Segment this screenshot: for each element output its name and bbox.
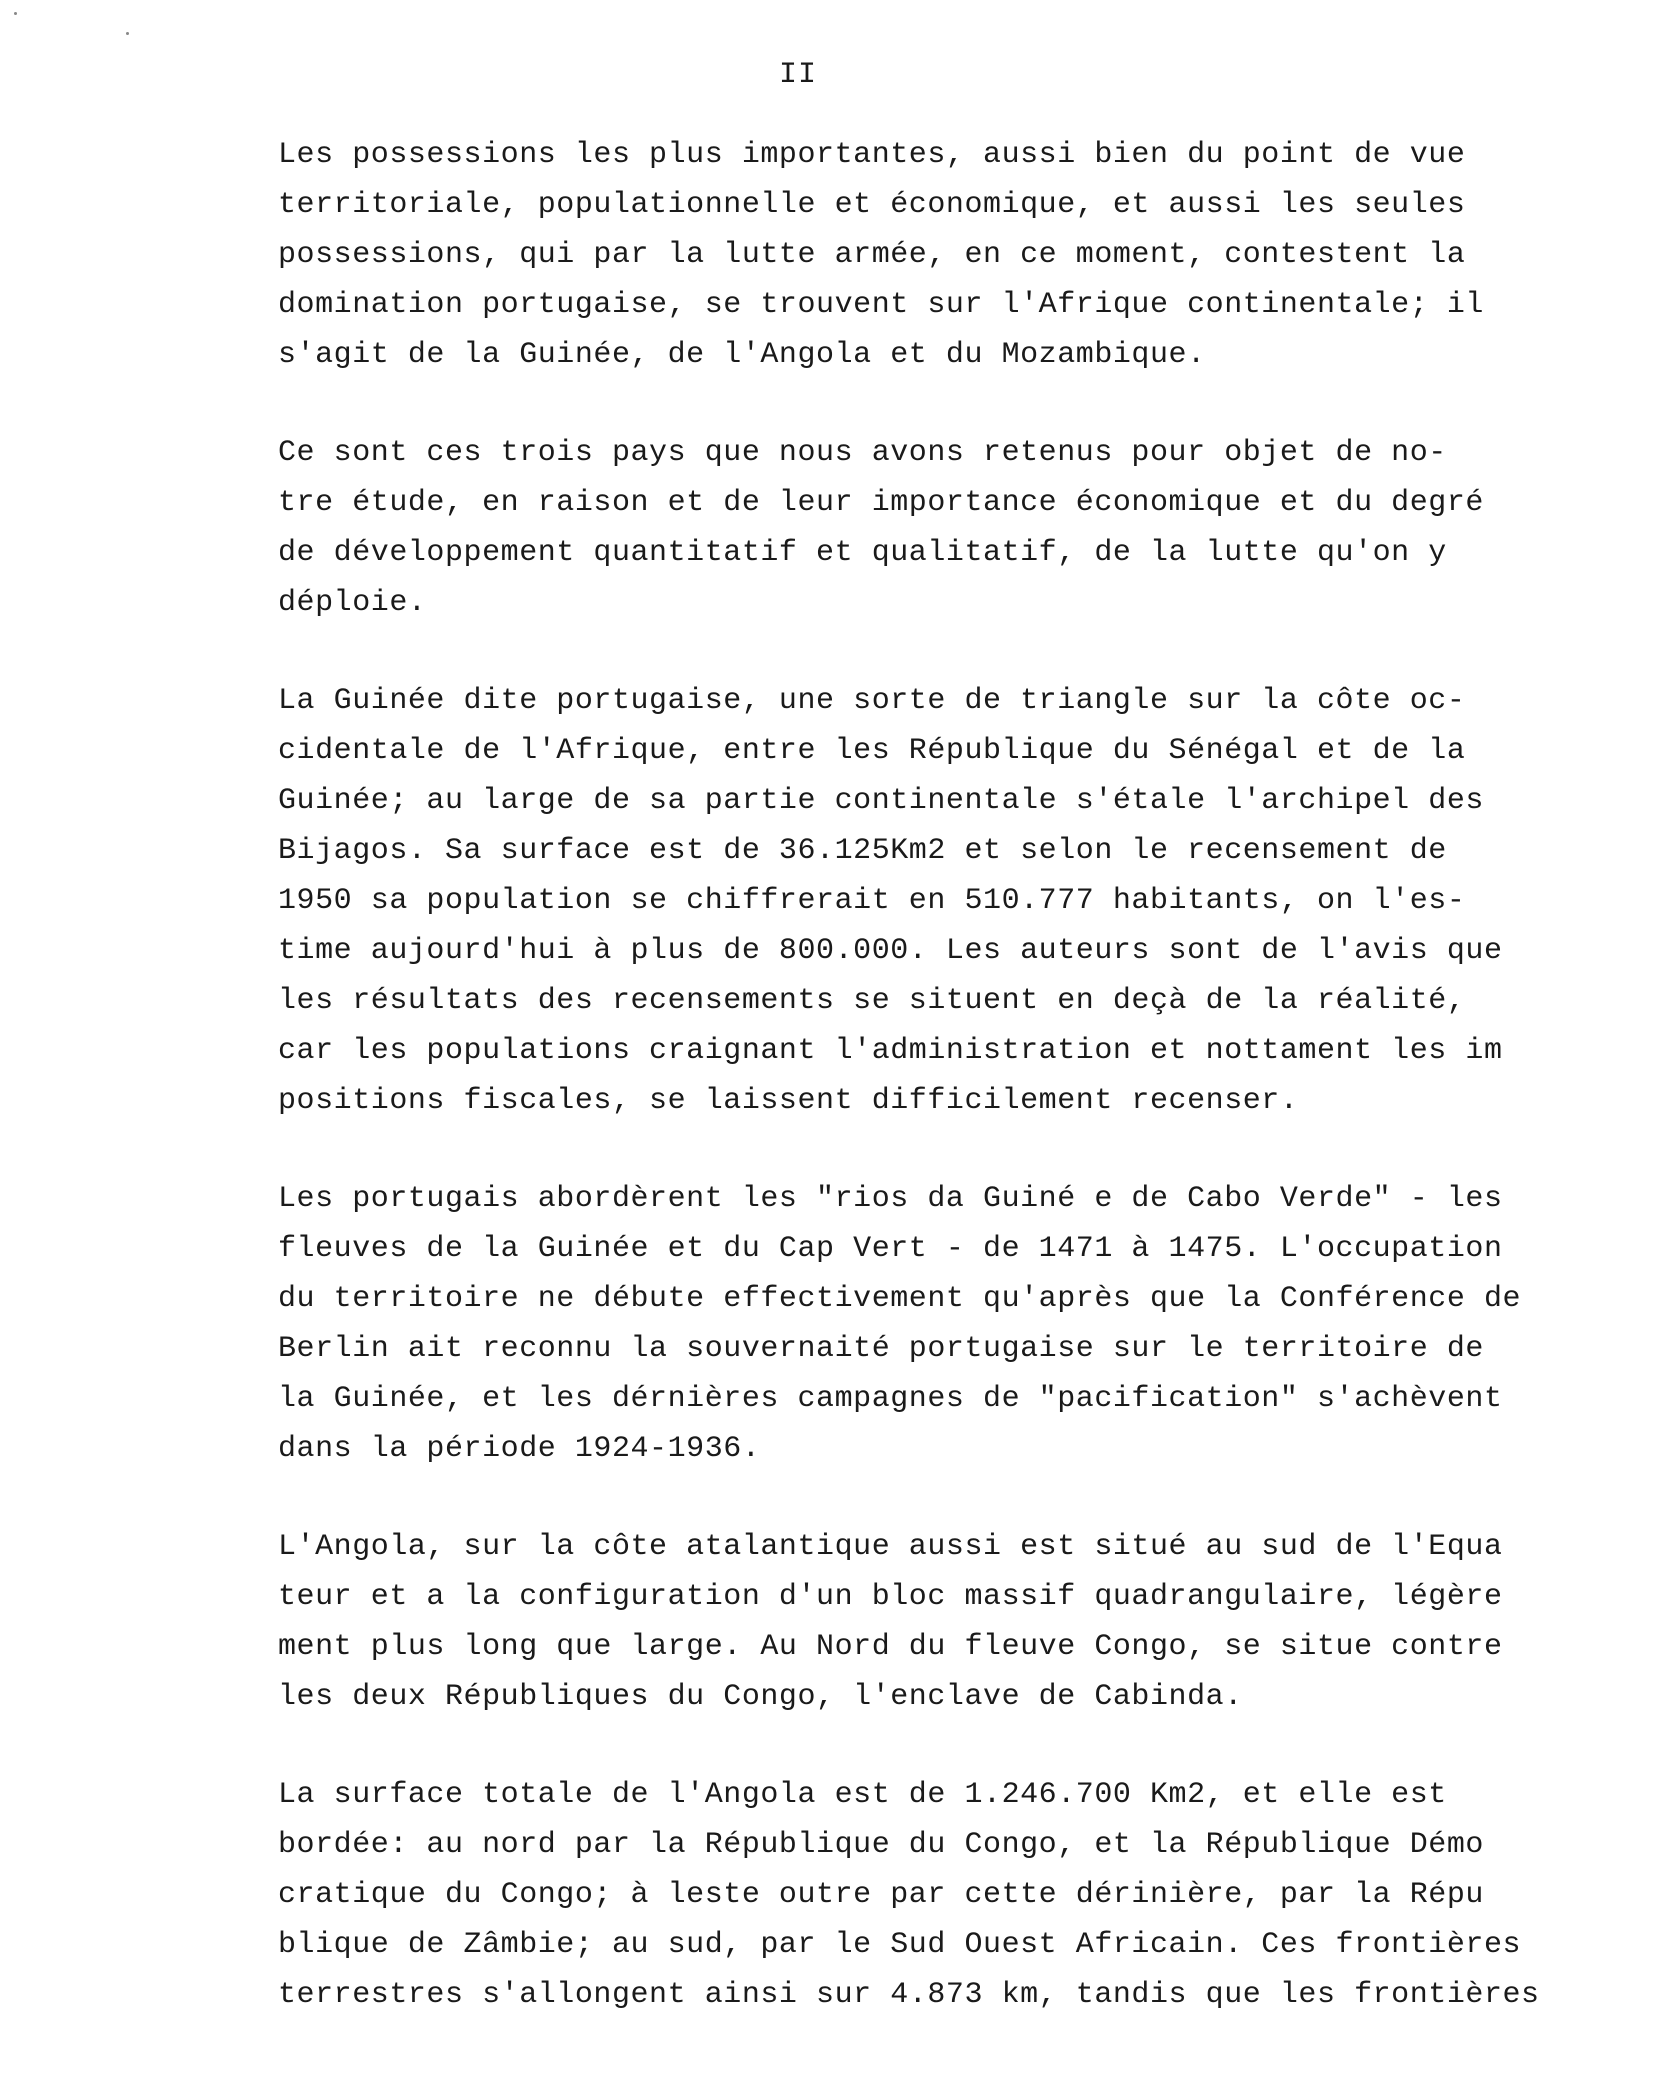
text-line: la Guinée, et les dérnières campagnes de "pacification" s'achèvent	[278, 1382, 1503, 1416]
text-line: terrestres s'allongent ainsi sur 4.873 km, tandis que les frontières	[278, 1978, 1540, 2012]
text-line: L'Angola, sur la côte atalantique aussi est situé au sud de l'Equa	[278, 1530, 1503, 1564]
text-line: cidentale de l'Afrique, entre les République du Sénégal et de la	[278, 734, 1466, 768]
text-line: déploie.	[278, 586, 427, 620]
paper-speck	[126, 32, 129, 35]
text-line: fleuves de la Guinée et du Cap Vert - de 1471 à 1475. L'occupation	[278, 1232, 1503, 1266]
text-line: du territoire ne débute effectivement qu'après que la Conférence de	[278, 1282, 1522, 1316]
text-line: positions fiscales, se laissent difficilement recenser.	[278, 1084, 1299, 1118]
text-line: blique de Zâmbie; au sud, par le Sud Ouest Africain. Ces frontières	[278, 1928, 1522, 1962]
paragraph-possessions	[278, 130, 1638, 380]
paragraph-three-countries	[278, 428, 1638, 628]
text-line: Les possessions les plus importantes, aussi bien du point de vue	[278, 138, 1466, 172]
text-line: Bijagos. Sa surface est de 36.125Km2 et selon le recensement de	[278, 834, 1447, 868]
text-line: cratique du Congo; à leste outre par cette dérinière, par la Répu	[278, 1878, 1484, 1912]
text-line: Guinée; au large de sa partie continentale s'étale l'archipel des	[278, 784, 1484, 818]
text-line: teur et a la configuration d'un bloc massif quadrangulaire, légère	[278, 1580, 1503, 1614]
text-line: Ce sont ces trois pays que nous avons retenus pour objet de no-	[278, 436, 1447, 470]
page-number: II	[778, 58, 817, 92]
text-line: territoriale, populationnelle et économique, et aussi les seules	[278, 188, 1466, 222]
text-line: La surface totale de l'Angola est de 1.246.700 Km2, et elle est	[278, 1778, 1447, 1812]
text-line: Berlin ait reconnu la souvernaité portugaise sur le territoire de	[278, 1332, 1484, 1366]
text-line: tre étude, en raison et de leur importance économique et du degré	[278, 486, 1484, 520]
body-text	[278, 130, 1638, 2068]
paragraph-guinea	[278, 676, 1638, 1126]
text-line: car les populations craignant l'administration et nottament les im	[278, 1034, 1503, 1068]
text-line: s'agit de la Guinée, de l'Angola et du Mozambique.	[278, 338, 1206, 372]
text-line: de développement quantitatif et qualitatif, de la lutte qu'on y	[278, 536, 1447, 570]
paragraph-portuguese-arrival	[278, 1174, 1638, 1474]
text-line: possessions, qui par la lutte armée, en ce moment, contestent la	[278, 238, 1466, 272]
paragraph-angola	[278, 1522, 1638, 1722]
text-line: La Guinée dite portugaise, une sorte de triangle sur la côte oc-	[278, 684, 1466, 718]
text-line: Les portugais abordèrent les "rios da Guiné e de Cabo Verde" - les	[278, 1182, 1503, 1216]
text-line: les résultats des recensements se situent en deçà de la réalité,	[278, 984, 1466, 1018]
text-line: bordée: au nord par la République du Congo, et la République Démo	[278, 1828, 1484, 1862]
text-line: time aujourd'hui à plus de 800.000. Les auteurs sont de l'avis que	[278, 934, 1503, 968]
text-line: dans la période 1924-1936.	[278, 1432, 761, 1466]
text-line: 1950 sa population se chiffrerait en 510.777 habitants, on l'es-	[278, 884, 1466, 918]
text-line: domination portugaise, se trouvent sur l'Afrique continentale; il	[278, 288, 1484, 322]
text-line: ment plus long que large. Au Nord du fleuve Congo, se situe contre	[278, 1630, 1503, 1664]
paper-speck	[14, 12, 17, 15]
text-line: les deux Républiques du Congo, l'enclave de Cabinda.	[278, 1680, 1243, 1714]
paragraph-angola-surface	[278, 1770, 1638, 2020]
